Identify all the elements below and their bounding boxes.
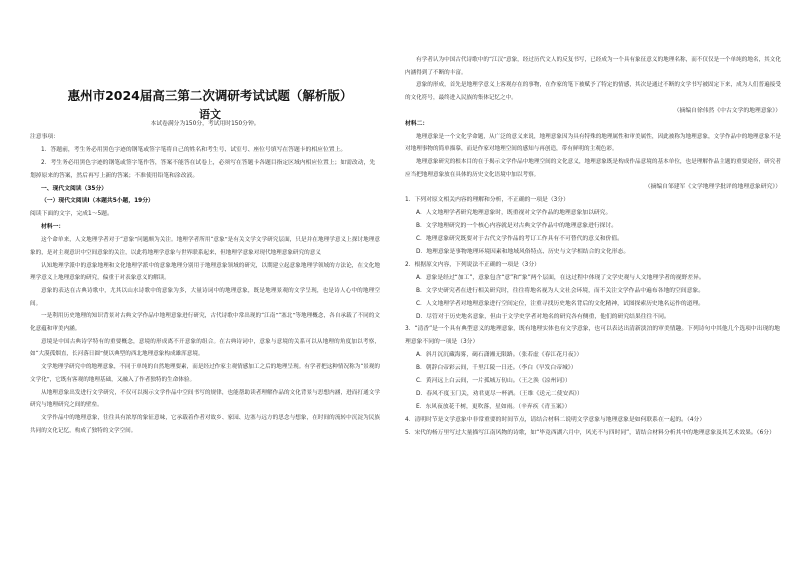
question-1-option-d: D．地理意象是事物地理环境因素和地域风俗特点、历史与文学相结合的文化形态。 (416, 248, 630, 255)
question-3-option-b: B．朝辞白帝彩云间，千里江陵一日还。（李白《早发白帝城》） (416, 365, 577, 372)
source-2: （摘编自邹建军《文学地理学批评的地理意象研究》） (644, 184, 781, 191)
section-part1-1: （一）现代文阅读Ⅰ（本题共5小题，19分） (41, 198, 154, 205)
question-3-option-d: D．春风不度玉门关，劝君更尽一杯酒。（王维《送元二使安西》） (416, 390, 583, 397)
source-1: （摘编自徐伟然《中古文学的地理意象》） (673, 107, 781, 114)
material-2-paragraph-1: 地理意象是一个文化学命题，从广泛的意义来说，地理意象因为具有特殊的地理属性和审美属性，因此被称为地理意象，文学作品中的地理意象不是对地理事物的简单描摹，而是作家对地理空间的感知与再创造，带有鲜明的主观色彩。 (405, 133, 781, 153)
question-1-option-b: B．文学地理研究的一个核心内容就是对古典文学作品中的地理意象进行探讨。 (416, 223, 618, 230)
left-paragraph-5: 意境是中国古典诗学特有的重要概念，意境的形成离不开意象的组合。在古典诗词中，意象与意境的关系可以从地理的角度加以考察，如“大漠孤烟直，长河落日圆”便以典型的西北地理意象构成雄浑意境。 (30, 338, 380, 358)
question-3-option-e: E．东风夜放花千树，更吹落，星如雨。（辛弃疾《青玉案》） (416, 403, 571, 410)
reading-instruction: 阅读下面的文字，完成1～5题。 (30, 211, 113, 218)
left-paragraph-7: 从地理意象出发进行文学研究，不仅可以揭示文学作品中空间书写的规律，也能帮助读者理解作品的文化背景与思想内涵，进而打通文学研究与地理研究之间的壁垒。 (30, 389, 380, 409)
left-paragraph-3: 意象的表达在古典诗歌中，尤其以山水诗歌中的意象为多，大量诗词中的地理意象，既是地理景观的文学呈现，也是诗人心中的地理空间。 (30, 287, 380, 307)
question-5: 5．宋代的杨万里写过大量描写江南风物的诗歌，如“毕竟西湖六月中，风光不与四时同”，请结合材料分析其中的地理意象及其艺术效果。（6分） (405, 429, 775, 436)
question-3: 3．“清香”是一个具有典型意义的地理意象，既有地理实体也有文学意象，也可以表达出清新淡泊的审美情趣。下列诗句中其他几个选项中出现的地理意象不同的一项是（3分） (405, 326, 780, 346)
material-2-label: 材料二： (405, 120, 429, 127)
right-column (397, 0, 794, 562)
question-3-option-a: A．斜月沉沉藏海雾，碣石潇湘无限路。（张若虚《春江花月夜》） (416, 352, 583, 359)
score-note: 本试卷满分为150分，考试用时150分钟。 (150, 121, 260, 127)
question-1-option-a: A．人文地理学者研究地理意象时，既重视对文学作品的地理意象加以研究。 (416, 210, 612, 217)
subject-title: 语文 (199, 108, 221, 121)
material-1-label: 材料一： (41, 224, 65, 231)
question-4: 4．清明时节是文学意象中非常重要的时间节点，请结合材料二说明文学意象与地理意象是如何联系在一起的。（4分） (405, 416, 706, 423)
note-item-2: 2．考生务必用黑色字迹的钢笔或签字笔作答，答案不能答在试卷上，必须写在答题卡各题目指定区域内相应位置上；如需改动，先划掉原来的答案，然后再写上新的答案；不准使用铅笔和涂改液。 (30, 159, 376, 179)
page-title: 惠州市2024届高三第二次调研考试试题（解析版） (67, 88, 353, 103)
section-part1: 一、现代文阅读（35分） (41, 185, 108, 192)
left-paragraph-1: 这个命单来，人文地理学者对于“意象”问题颇为关注。地理学者所用“意象”是有关文学文学研究层面，只是并在地理学意义上探讨地理意象的，是对主观意识中空间意象的关注，以此将地理学意象与世界联系起来，但地理学意象对现代地理意象研究的意义 (30, 237, 380, 256)
left-paragraph-2: 认知地理学派中的意象地理和文化地理学派中的意象地理分别用于地理意象领域的研究，以期建立起意象地理学领域的方法论，在文化地理学意义上地理意象的研究，偏重于对表象意义的解读。 (30, 262, 380, 282)
left-paragraph-8: 文学作品中的地理意象，往往具有浓厚的象征意味，它承载着作者对故乡、家园、边塞与远方的思念与想象，在时间的流转中沉淀为民族共同的文化记忆，构成了独特的文学空间。 (30, 415, 380, 434)
question-2: 2．根据原文内容，下列说法不正确的一项是（3分） (405, 261, 540, 268)
note-item-1: 1．答题前，考生务必用黑色字迹的钢笔或签字笔将自己的姓名和考生号、试室号、座位号填写在答题卡的相应位置上。 (41, 146, 347, 153)
question-1-option-c: C．地理意象研究既要对于古代文学作品的考订工作具有不可替代的意义和价值。 (416, 236, 623, 243)
question-3-option-c: C．黄河远上白云间，一片孤城万仞山。（王之涣《凉州词》） (416, 378, 571, 385)
left-paragraph-6: 文学地理学研究中的地理意象，不同于单纯的自然地理要素，而是经过作家主观情感加工之后的地理呈现。有学者把这种情况称为“景观的文学化”，它既有客观的地理基础，又融入了作者独特的生命体验。 (30, 364, 380, 383)
notes-heading: 注意事项： (30, 133, 59, 140)
question-2-option-a: A．意象是经过“加工”，意象包含“意”和“象”两个层面，在这过程中体现了文学史观与人文地理学者的视野差异。 (416, 274, 705, 281)
right-paragraph-1: 有学者认为中国古代诗歌中的“江汉”意象，经过历代文人的反复书写，已经成为一个具有象征意义的地理名称，而不仅仅是一个单纯的地名，其文化内涵得到了不断的丰富。 (405, 57, 781, 76)
left-paragraph-4: 一是利用历史地理的知识背景对古典文学作品中地理意象进行研究，古代诗歌中常出现的“江南”“塞北”等地理概念，各自承载了不同的文化意蕴和审美内涵。 (30, 313, 380, 333)
right-paragraph-2: 意象的形成，首先是地理学意义上客观存在的事物，在作家的笔下被赋予了特定的情感，其次是通过不断的文学书写被固定下来，成为人们普遍接受的文化符号，最终进入民族的集体记忆之中。 (405, 82, 781, 102)
question-2-option-d: D．尽管对于历史地名意象，但由于文学史学者对地名的研究各有侧重，他们的研究结果往往不同。 (416, 313, 670, 320)
material-2-paragraph-2: 地理意象研究的根本目的在于揭示文学作品中地理空间的文化意义，地理意象既是构成作品意境的基本单位，也是理解作品主题的重要途径，研究者应当把地理意象放在具体的历史文化语境中加以考察。 (405, 159, 781, 178)
question-2-option-b: B．文学史研究者在进行相关研究时，往往将地名视为人文社会环境，而不关注文学作品中遍布各地的空间意象。 (416, 287, 705, 294)
question-1: 1．下列对原文相关内容的理解和分析，不正确的一项是（3分） (405, 197, 569, 204)
question-2-option-c: C．人文地理学者对地理意象进行空间定位，注重寻找历史地名背后的文化精神，试图探索历史地名运作的道理。 (416, 300, 705, 307)
